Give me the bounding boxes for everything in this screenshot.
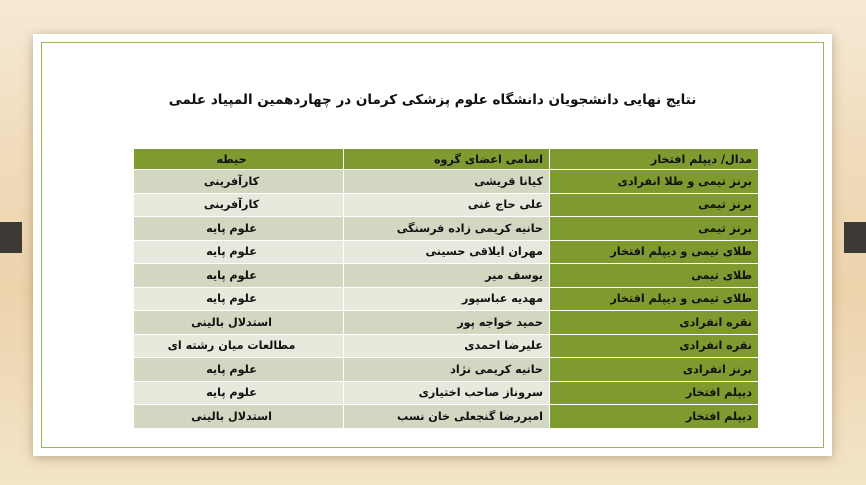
table-row: [134, 264, 759, 288]
medal-cell: طلای تیمی: [550, 264, 759, 288]
slide-title: نتایج نهایی دانشجویان دانشگاه علوم پزشکی کرمان در چهاردهمین المپیاد علمی: [168, 92, 697, 108]
member-name-cell: مهران ایلاقی حسینی: [344, 240, 550, 264]
member-name-cell: کیانا قریشی: [344, 170, 550, 194]
member-name-cell: حانیه کریمی زاده فرسنگی: [344, 217, 550, 241]
field-cell: علوم پایه: [134, 358, 344, 382]
medal-cell: برنز انفرادی: [550, 358, 759, 382]
header-field: حیطه: [134, 149, 344, 170]
field-cell: کارآفرینی: [134, 193, 344, 217]
table-row: [134, 217, 759, 241]
medal-cell: دیپلم افتخار: [550, 405, 759, 429]
table-row: [134, 287, 759, 311]
medal-cell: طلای تیمی و دیپلم افتخار: [550, 287, 759, 311]
medal-cell: برنز تیمی: [550, 217, 759, 241]
medal-cell: نقره انفرادی: [550, 311, 759, 335]
field-cell: استدلال بالینی: [134, 311, 344, 335]
table-row: [134, 170, 759, 194]
member-name-cell: حانیه کریمی نژاد: [344, 358, 550, 382]
medal-cell: طلای تیمی و دیپلم افتخار: [550, 240, 759, 264]
table-row: [134, 405, 759, 429]
left-tab: [0, 222, 22, 253]
medal-cell: نقره انفرادی: [550, 334, 759, 358]
medal-cell: دیپلم افتخار: [550, 381, 759, 405]
member-name-cell: علی حاج غنی: [344, 193, 550, 217]
header-members: اسامی اعضای گروه: [344, 149, 550, 170]
field-cell: علوم پایه: [134, 217, 344, 241]
field-cell: علوم پایه: [134, 240, 344, 264]
table-row: [134, 358, 759, 382]
field-cell: کارآفرینی: [134, 170, 344, 194]
table-row: [134, 311, 759, 335]
member-name-cell: علیرضا احمدی: [344, 334, 550, 358]
member-name-cell: یوسف میر: [344, 264, 550, 288]
results-table: [133, 148, 759, 429]
table-header-row: [134, 149, 759, 170]
table-row: [134, 193, 759, 217]
medal-cell: برنز تیمی: [550, 193, 759, 217]
field-cell: علوم پایه: [134, 264, 344, 288]
member-name-cell: امیررضا گنجعلی خان نسب: [344, 405, 550, 429]
member-name-cell: مهدیه عباسپور: [344, 287, 550, 311]
field-cell: علوم پایه: [134, 381, 344, 405]
field-cell: استدلال بالینی: [134, 405, 344, 429]
field-cell: مطالعات میان رشته ای: [134, 334, 344, 358]
table-row: [134, 240, 759, 264]
right-tab: [844, 222, 866, 253]
medal-cell: برنز تیمی و طلا انفرادی: [550, 170, 759, 194]
field-cell: علوم پایه: [134, 287, 344, 311]
header-medal: مدال/ دیپلم افتخار: [550, 149, 759, 170]
member-name-cell: حمید خواجه پور: [344, 311, 550, 335]
table-row: [134, 334, 759, 358]
member-name-cell: سروناز صاحب اختیاری: [344, 381, 550, 405]
table-row: [134, 381, 759, 405]
